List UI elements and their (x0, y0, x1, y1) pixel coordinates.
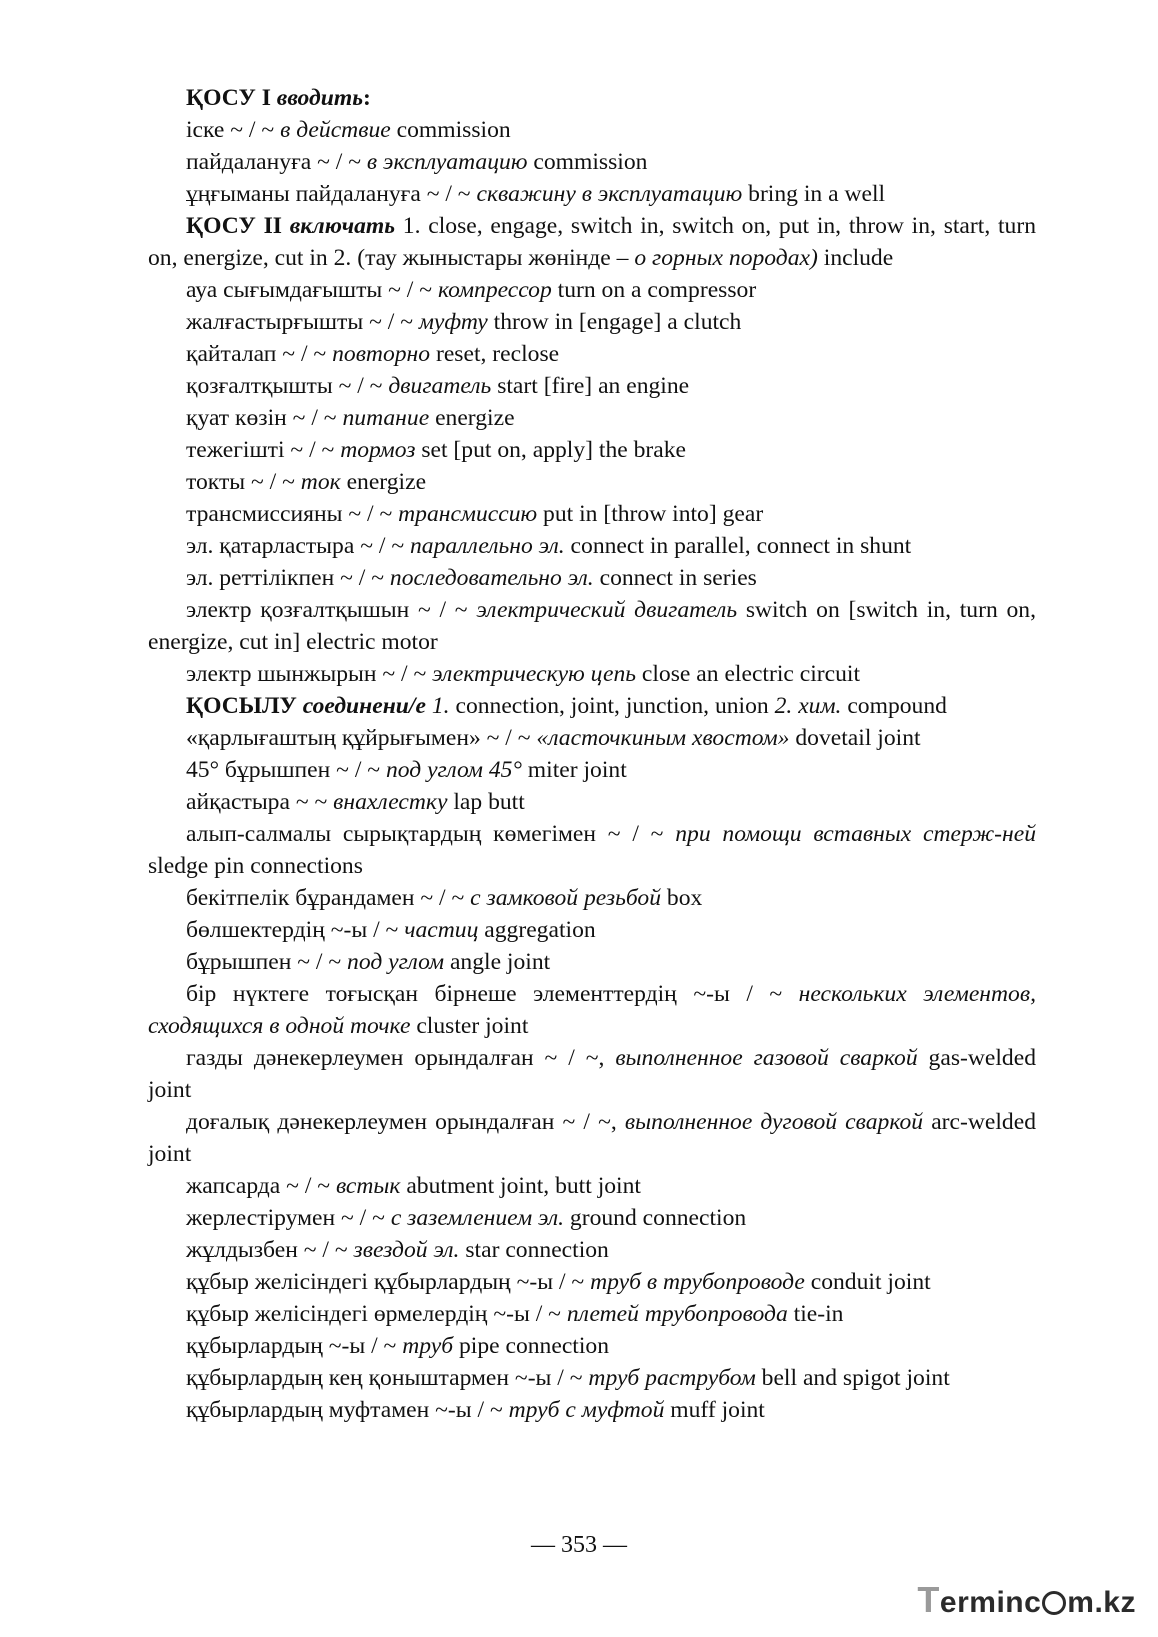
dictionary-entry (148, 978, 1036, 1042)
entry-text: жапсарда ~ / ~ (186, 1173, 336, 1199)
entry-russian: трансмиссию (398, 501, 538, 527)
o-ring-icon (1042, 1591, 1066, 1615)
entry-russian: с замковой резьбой (470, 885, 662, 911)
dictionary-entry (148, 786, 1036, 818)
entry-text: muff joint (664, 1397, 765, 1423)
entry-text: star connection (459, 1237, 609, 1263)
entry-text: arc-welded joint (148, 1109, 1036, 1167)
dictionary-entry (148, 1362, 1036, 1394)
entry-russian: плетей трубопровода (566, 1301, 788, 1327)
entry-text: sledge pin connections (148, 853, 363, 879)
dictionary-entry (148, 818, 1036, 882)
dictionary-entry (148, 434, 1036, 466)
entry-text: energize (340, 469, 427, 495)
entry-text: бұрышпен ~ / ~ (186, 949, 348, 975)
dictionary-entry (148, 1170, 1036, 1202)
entry-text: 45° бұрышпен ~ / ~ (186, 757, 386, 783)
entry-russian: нескольких элементов, сходящихся в одной точке (148, 981, 1036, 1039)
watermark-t: T (917, 1579, 940, 1620)
entry-text: energize (429, 405, 515, 431)
dictionary-entry (148, 210, 1036, 274)
dictionary-entry (148, 562, 1036, 594)
dictionary-entry (148, 914, 1036, 946)
entry-text: abutment joint, butt joint (400, 1173, 641, 1199)
entry-text: қозғалтқышты ~ / ~ (186, 373, 389, 399)
dictionary-entry (148, 1330, 1036, 1362)
dictionary-entry (148, 338, 1036, 370)
entry-text: commission (527, 149, 648, 175)
dictionary-entry (148, 402, 1036, 434)
entry-text: құбырлардың кең қоныштармен ~-ы / ~ (186, 1365, 589, 1391)
entry-text: айқастыра ~ ~ (186, 789, 334, 815)
entry-text: қуат көзін ~ / ~ (186, 405, 343, 431)
dictionary-entry (148, 754, 1036, 786)
entry-text: трансмиссияны ~ / ~ (186, 501, 399, 527)
entry-text: gas-welded joint (148, 1045, 1036, 1103)
dictionary-entry (148, 1106, 1036, 1170)
dictionary-entry (148, 1202, 1036, 1234)
entry-russian: внахлестку (333, 789, 448, 815)
entry-russian: с заземлением эл. (390, 1205, 565, 1231)
entry-text: пайдалануға ~ / ~ (186, 149, 367, 175)
entry-russian: под углом (347, 949, 445, 975)
entry-headword: вводить (276, 85, 363, 111)
entry-text: reset, reclose (430, 341, 560, 367)
entry-text: connect in parallel, connect in shunt (564, 533, 912, 559)
entry-text: switch on [switch in, turn on, energize, cut in] electric motor (148, 597, 1036, 655)
entry-text: құбыр желісіндегі өрмелердің ~-ы / ~ (186, 1301, 567, 1327)
entry-text: close an electric circuit (636, 661, 861, 687)
entry-text: газды дәнекерлеумен орындалған ~ / ~, (186, 1045, 616, 1071)
dictionary-entry (148, 658, 1036, 690)
dictionary-entry (148, 594, 1036, 658)
dictionary-entry (148, 722, 1036, 754)
watermark-last: m.kz (1067, 1586, 1136, 1619)
entry-text: бір нүктеге тоғысқан бірнеше элементтердің ~-ы / ~ (186, 981, 799, 1007)
entry-text: доғалық дәнекерлеумен орындалған ~ / ~, (186, 1109, 625, 1135)
entry-text: құбырлардың муфтамен ~-ы / ~ (186, 1397, 509, 1423)
dictionary-entry (148, 1394, 1036, 1426)
entry-headword: соединени/е (302, 693, 426, 719)
entry-russian: труб (402, 1333, 454, 1359)
watermark-mid: erminc (939, 1586, 1042, 1619)
entry-text: tie-in (787, 1301, 844, 1327)
entry-russian: под углом 45° (385, 757, 522, 783)
entry-russian: двигатель (388, 373, 492, 399)
entry-russian: частиц (404, 917, 479, 943)
dictionary-entry (148, 82, 1036, 114)
entry-text: connect in series (593, 565, 757, 591)
entry-russian: о горных породах) (634, 245, 818, 271)
entry-text: set [put on, apply] the brake (415, 437, 687, 463)
entry-text: бөлшектердің ~-ы / ~ (186, 917, 405, 943)
dictionary-entry (148, 1042, 1036, 1106)
entry-text: тежегішті ~ / ~ (186, 437, 341, 463)
entry-text: эл. қатарластыра ~ / ~ (186, 533, 410, 559)
entry-russian: повторно (332, 341, 431, 367)
entry-russian: последовательно эл. (389, 565, 594, 591)
entry-text: ауа сығымдағышты ~ / ~ (186, 277, 438, 303)
dictionary-entry (148, 146, 1036, 178)
entry-text: электр шынжырын ~ / ~ (186, 661, 433, 687)
entry-text: bell and spigot joint (755, 1365, 950, 1391)
entry-text: эл. реттілікпен ~ / ~ (186, 565, 390, 591)
entry-russian: скважину в эксплуатацию (476, 181, 743, 207)
entry-russian: звездой эл. (353, 1237, 460, 1263)
entry-russian: при помощи вставных стерж-ней (675, 821, 1037, 847)
dictionary-entry (148, 114, 1036, 146)
entry-text: cluster joint (410, 1013, 529, 1039)
entry-text: lap butt (447, 789, 525, 815)
entry-text: электр қозғалтқышын ~ / ~ (186, 597, 477, 623)
entry-russian: труб с муфтой (508, 1397, 665, 1423)
entry-text: miter joint (521, 757, 627, 783)
entry-russian: питание (342, 405, 430, 431)
entry-text: include (817, 245, 894, 271)
dictionary-entry (148, 1266, 1036, 1298)
entry-text: жұлдызбен ~ / ~ (186, 1237, 354, 1263)
entry-headword: ҚОСЫЛУ (186, 693, 303, 719)
entry-russian: труб в трубопроводе (590, 1269, 805, 1295)
dictionary-entry (148, 498, 1036, 530)
entry-russian: ток (300, 469, 341, 495)
entry-headword: включать (289, 213, 396, 239)
entry-text: start [fire] an engine (491, 373, 690, 399)
entry-russian: тормоз (340, 437, 416, 463)
entry-text: aggregation (478, 917, 596, 943)
dictionary-entry (148, 466, 1036, 498)
entry-text: бекітпелік бұрандамен ~ / ~ (186, 885, 471, 911)
entry-russian: 2. хим. (774, 693, 842, 719)
entry-text: жерлестірумен ~ / ~ (186, 1205, 391, 1231)
entry-text: dovetail joint (789, 725, 921, 751)
dictionary-entry (148, 1298, 1036, 1330)
dictionary-entry (148, 882, 1036, 914)
entry-headword: ҚОСУ ІІ (186, 213, 290, 239)
entry-text: ұңғыманы пайдалануға ~ / ~ (186, 181, 477, 207)
entry-text: қайталап ~ / ~ (186, 341, 333, 367)
entry-russian: 1. (431, 693, 450, 719)
entry-text: conduit joint (804, 1269, 931, 1295)
dictionary-entries (148, 82, 1036, 1426)
dictionary-entry (148, 690, 1036, 722)
entry-text: құбыр желісіндегі құбырлардың ~-ы / ~ (186, 1269, 591, 1295)
entry-headword: ҚОСУ І (186, 85, 277, 111)
entry-text: pipe connection (453, 1333, 610, 1359)
dictionary-entry (148, 178, 1036, 210)
entry-text: алып-салмалы сырықтардың көмегімен ~ / ~ (186, 821, 676, 847)
entry-russian: «ласточкиным хвостом» (536, 725, 790, 751)
entry-text: құбырлардың ~-ы / ~ (186, 1333, 403, 1359)
entry-headword: : (363, 85, 371, 111)
entry-russian: выполненное дуговой сваркой (624, 1109, 924, 1135)
dictionary-entry (148, 274, 1036, 306)
page-number: — 353 — (531, 1532, 627, 1558)
dictionary-entry (148, 530, 1036, 562)
dictionary-entry (148, 306, 1036, 338)
entry-russian: электрический двигатель (476, 597, 738, 623)
entry-text: жалғастырғышты ~ / ~ (186, 309, 419, 335)
entry-russian: встык (335, 1173, 401, 1199)
entry-text: токты ~ / ~ (186, 469, 301, 495)
entry-text: ground connection (564, 1205, 747, 1231)
entry-russian: параллельно эл. (409, 533, 565, 559)
entry-text: angle joint (444, 949, 551, 975)
dictionary-entry (148, 946, 1036, 978)
dictionary-entry (148, 370, 1036, 402)
entry-russian: труб раструбом (588, 1365, 756, 1391)
entry-text: box (661, 885, 703, 911)
entry-russian: в действие (280, 117, 391, 143)
dictionary-entry (148, 1234, 1036, 1266)
entry-russian: муфту (418, 309, 488, 335)
entry-russian: выполненное газовой сваркой (615, 1045, 918, 1071)
entry-text: connection, joint, junction, union (449, 693, 775, 719)
entry-text: іске ~ / ~ (186, 117, 281, 143)
watermark-logo (917, 1579, 1136, 1621)
entry-text: commission (390, 117, 511, 143)
entry-russian: электрическую цепь (432, 661, 636, 687)
entry-text: bring in a well (742, 181, 886, 207)
entry-text: 1. close, engage, switch in, switch on, put in, throw in, start, turn on, energize, cut in 2. (тау жыныстары жөнінде – (148, 213, 1036, 271)
entry-russian: в эксплуатацию (366, 149, 528, 175)
entry-text: «қарлығаштың құйрығымен» ~ / ~ (186, 725, 537, 751)
entry-text: turn on a compressor (551, 277, 757, 303)
entry-russian: компрессор (437, 277, 552, 303)
entry-text: put in [throw into] gear (537, 501, 764, 527)
entry-text: compound (841, 693, 947, 719)
entry-text: throw in [engage] a clutch (487, 309, 742, 335)
